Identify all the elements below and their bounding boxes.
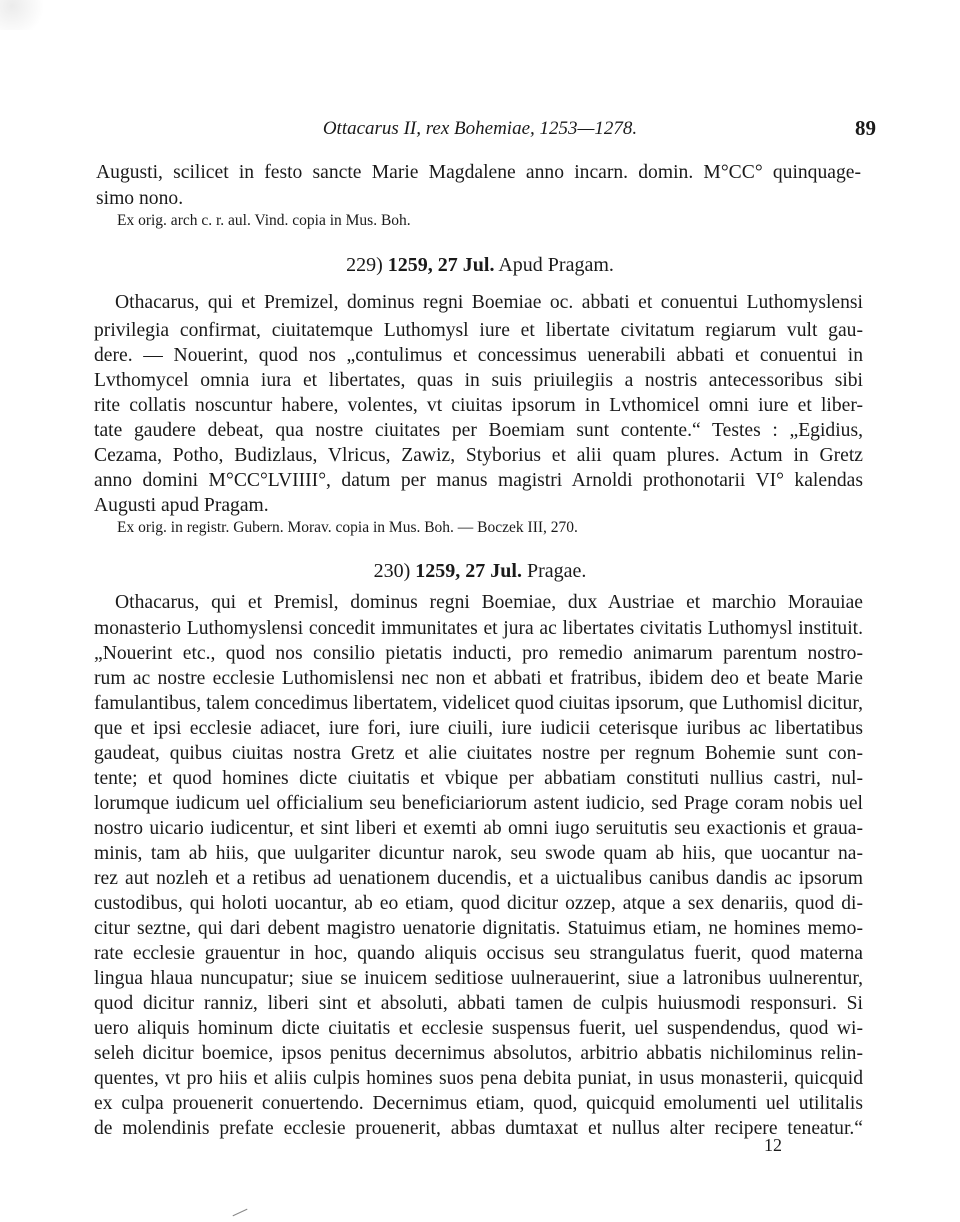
text-line: uero aliquis hominum dicte ciuitatis et ecclesie suspensus fuerit, uel suspendendus, quod wi- [94, 1018, 863, 1039]
text-line: nostro uicario iudicentur, et sint liberi et exemti ab omni iugo seruitutis seu exactionis et grauа- [94, 818, 863, 839]
signature-mark: 12 [764, 1135, 782, 1155]
scan-stroke [233, 1209, 248, 1217]
text-line: rate ecclesie grauentur in hoc, quando aliquis occisus seu strangulatus fuerit, quod materna [94, 943, 863, 964]
text-line: anno domini M°CC°LVIIII°, datum per manus magistri Arnoldi prothonotarii VI° kalendas [94, 470, 863, 491]
entry-number: 229) [346, 254, 383, 276]
running-head: Ottacarus II, rex Bohemiae, 1253—1278. [322, 118, 638, 139]
text-line: rez aut nozleh et a retibus ad uenationem ducendis, et a uictualibus canibus dandis ac ipsorum [94, 868, 863, 889]
text-line: rite collatis noscuntur habere, volentes, vt ciuitas ipsorum in Lvthomicel omni iure et liber- [94, 395, 863, 416]
text-line: Othacarus, qui et Premisl, dominus regni Boemiae, dux Austriae et marchio Morauiae [115, 592, 863, 613]
text-line: Augusti apud Pragam. [94, 495, 269, 516]
entry-heading-229 [0, 254, 960, 277]
text-line: simo nono. [96, 188, 184, 209]
text-line: de molendinis prefate ecclesie prouenerit, abbas dumtaxat et nullus alter recipere teneatur.“ [94, 1118, 863, 1139]
text-line: que et ipsi ecclesie adiacet, iure fori, iure ciuili, iure iudicii ceterisque iuribus ac libertatibus [94, 718, 863, 739]
text-line: famulantibus, talem concedimus libertatem, videlicet quod ciuitas ipsorum, que Luthomisl dicitur, [94, 693, 863, 714]
entry-place: Apud Pragam. [498, 254, 614, 276]
scan-speck [0, 0, 60, 30]
source-note: Ex orig. in registr. Gubern. Morav. copia in Mus. Boh. — Boczek III, 270. [117, 519, 578, 536]
text-line: monasterio Luthomyslensi concedit immunitates et jura ac libertates civitatis Luthomysl instituit. [94, 618, 863, 639]
page-number: 89 [855, 116, 876, 140]
text-line: citur seztne, qui dari debent magistro uenatorie dignitatis. Statuimus etiam, ne homines memo- [94, 918, 863, 939]
text-line: minis, tam ab hiis, que uulgariter dicuntur narok, seu swode quam ab hiis, que uocantur na- [94, 843, 863, 864]
entry-place: Pragae. [526, 560, 587, 582]
text-line: gaudeat, quibus ciuitas nostra Gretz et alie ciuitates nostre per regnum Bohemie sunt con- [94, 743, 863, 764]
text-line: dere. — Nouerint, quod nos „contulimus et concessimus uenerabili abbati et conuentui in [94, 345, 863, 366]
text-line: ex culpa prouenerit conuertendo. Decernimus etiam, quod, quicquid emolumenti uel utilitalis [94, 1093, 863, 1114]
text-line: lorumque iudicum uel officialium seu beneficiariorum astent iudicio, sed Prage coram nobis uel [94, 793, 863, 814]
text-line: custodibus, qui holoti uocantur, ab eo etiam, quod dicitur ozzep, atque a sex denariis, quod di- [94, 893, 863, 914]
text-line: „Nouerint etc., quod nos consilio pietatis inducti, pro remedio animarum parentum nostro- [94, 643, 863, 664]
text-line: tente; et quod homines dicte ciuitatis et vbique per abbatiam constituti nullius castri, nul- [94, 768, 863, 789]
text-line: tate gaudere debeat, qua nostre ciuitates per Boemiam sunt contente.“ Testes : „Egidius, [94, 420, 863, 441]
text-line: quod dicitur ranniz, liberi sint et absoluti, abbati tamen de culpis huiusmodi responsuri. Si [94, 993, 863, 1014]
entry-date: 1259, 27 Jul. [415, 560, 522, 582]
text-line: Othacarus, qui et Premizel, dominus regni Boemiae oc. abbati et conuentui Luthomyslensi [115, 292, 863, 313]
text-line: privilegia confirmat, ciuitatemque Luthomysl iure et libertate civitatum regiarum vult gau- [94, 320, 863, 341]
text-line: quentes, vt pro hiis et aliis culpis homines suos pena debita puniat, in usus monasterii, quicquid [94, 1068, 863, 1089]
entry-date: 1259, 27 Jul. [387, 254, 495, 276]
page-header [0, 112, 960, 142]
source-note: Ex orig. arch c. r. aul. Vind. copia in Mus. Boh. [117, 212, 411, 229]
text-line: seleh dicitur boemice, ipsos penitus decernimus absolutos, arbitrio abbatis nichilominus relin- [94, 1043, 863, 1064]
text-line: rum ac nostre ecclesie Luthomislensi nec non et abbati et fratribus, ibidem deo et beate Marie [94, 668, 863, 689]
text-line: Lvthomycel omnia iura et libertates, quas in suis priuilegiis a nostris antecessoribus sibi [94, 370, 863, 391]
text-line: lingua hlaua nuncupatur; siue se inuicem seditiose uulnerauerint, siue a latronibus uulnerentur, [94, 968, 863, 989]
text-line: Cezama, Potho, Budizlaus, Vlricus, Zawiz, Styborius et alii quam plures. Actum in Gretz [94, 445, 863, 466]
entry-number: 230) [373, 560, 411, 582]
entry-heading-230 [0, 560, 960, 583]
text-line: Augusti, scilicet in festo sancte Marie Magdalene anno incarn. domin. M°CC° quinquage- [96, 162, 861, 183]
